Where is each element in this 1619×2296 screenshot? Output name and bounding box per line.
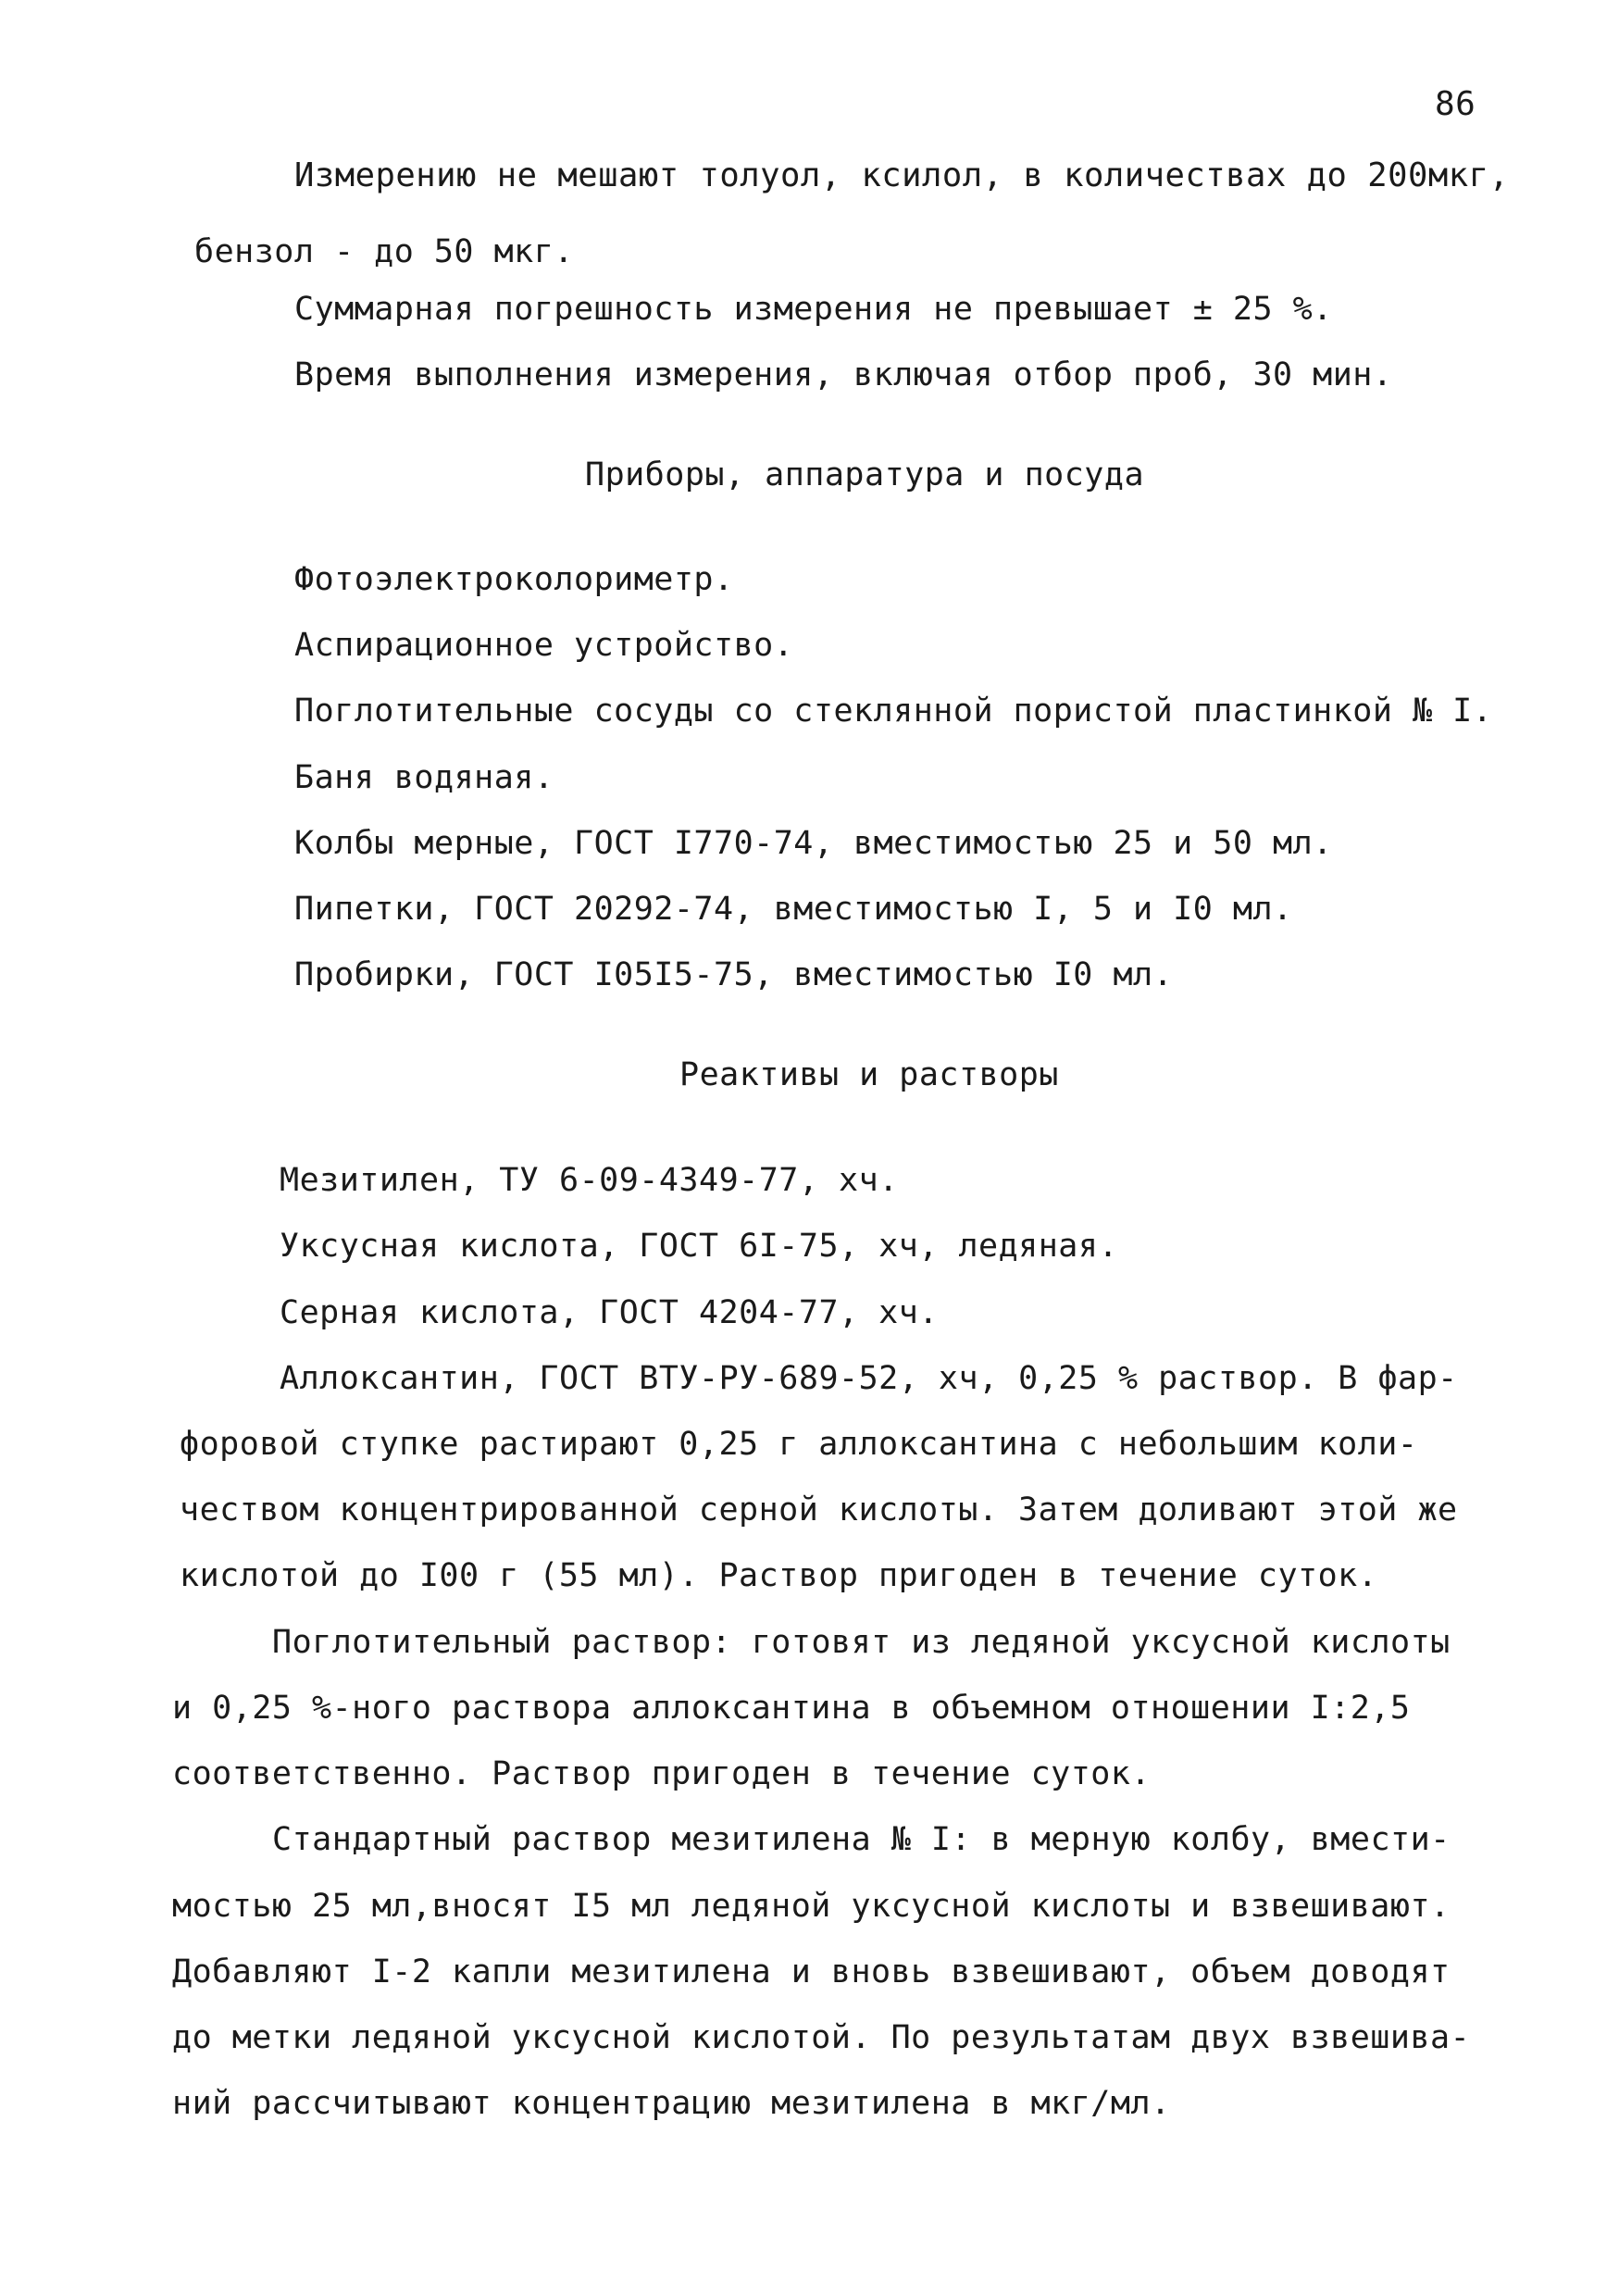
list-item: Поглотительные сосуды со стеклянной пористой пластинкой № I. xyxy=(294,693,1493,730)
list-item: Колбы мерные, ГОСТ I770-74, вместимостью 25 и 50 мл. xyxy=(294,825,1333,862)
list-item: Мезитилен, ТУ 6-09-4349-77, хч. xyxy=(280,1162,899,1199)
paragraph-line: Аллоксантин, ГОСТ ВТУ-РУ-689-52, хч, 0,25 % раствор. В фар- xyxy=(280,1360,1458,1397)
list-item: Фотоэлектроколориметр. xyxy=(294,561,734,598)
intro-line-4: Время выполнения измерения, включая отбор проб, 30 мин. xyxy=(294,356,1393,393)
section-heading-reagents: Реактивы и растворы xyxy=(679,1056,1059,1093)
list-item: Аспирационное устройство. xyxy=(294,627,794,664)
intro-line-1: Измерению не мешают толуол, ксилол, в количествах до 200мкг, xyxy=(294,156,1510,194)
paragraph-line: ний рассчитывают концентрацию мезитилена в мкг/мл. xyxy=(172,2085,1171,2122)
paragraph-line: до метки ледяной уксусной кислотой. По результатам двух взвешива- xyxy=(172,2019,1471,2056)
section-heading-instruments: Приборы, аппаратура и посуда xyxy=(585,456,1145,493)
list-item: Баня водяная. xyxy=(294,759,554,796)
paragraph-line: мостью 25 мл,вносят I5 мл ледяной уксусной кислоты и взвешивают. xyxy=(172,1888,1451,1925)
page-number: 86 xyxy=(1435,85,1476,123)
intro-line-3: Суммарная погрешность измерения не превышает ± 25 %. xyxy=(294,291,1333,328)
list-item: Уксусная кислота, ГОСТ 6I-75, хч, ледяная. xyxy=(280,1228,1119,1265)
paragraph-line: Стандартный раствор мезитилена № I: в мерную колбу, вмести- xyxy=(272,1821,1451,1858)
paragraph-line: соответственно. Раствор пригоден в течение суток. xyxy=(172,1755,1152,1792)
paragraph-line: форовой ступке растирают 0,25 г аллоксантина с небольшим коли- xyxy=(180,1426,1418,1463)
paragraph-line: Поглотительный раствор: готовят из ледяной уксусной кислоты xyxy=(272,1624,1451,1661)
intro-line-2: бензол - до 50 мкг. xyxy=(194,233,574,270)
paragraph-line: и 0,25 %-ного раствора аллоксантина в объемном отношении I:2,5 xyxy=(172,1690,1411,1727)
paragraph-line: чеством концентрированной серной кислоты. Затем доливают этой же xyxy=(180,1491,1458,1529)
paragraph-line: Добавляют I-2 капли мезитилена и вновь взвешивают, объем доводят xyxy=(172,1953,1451,1990)
list-item: Пробирки, ГОСТ I05I5-75, вместимостью I0 мл. xyxy=(294,956,1174,993)
list-item: Серная кислота, ГОСТ 4204-77, хч. xyxy=(280,1294,939,1331)
list-item: Пипетки, ГОСТ 20292-74, вместимостью I, 5 и I0 мл. xyxy=(294,891,1293,928)
paragraph-line: кислотой до I00 г (55 мл). Раствор пригоден в течение суток. xyxy=(180,1557,1378,1594)
